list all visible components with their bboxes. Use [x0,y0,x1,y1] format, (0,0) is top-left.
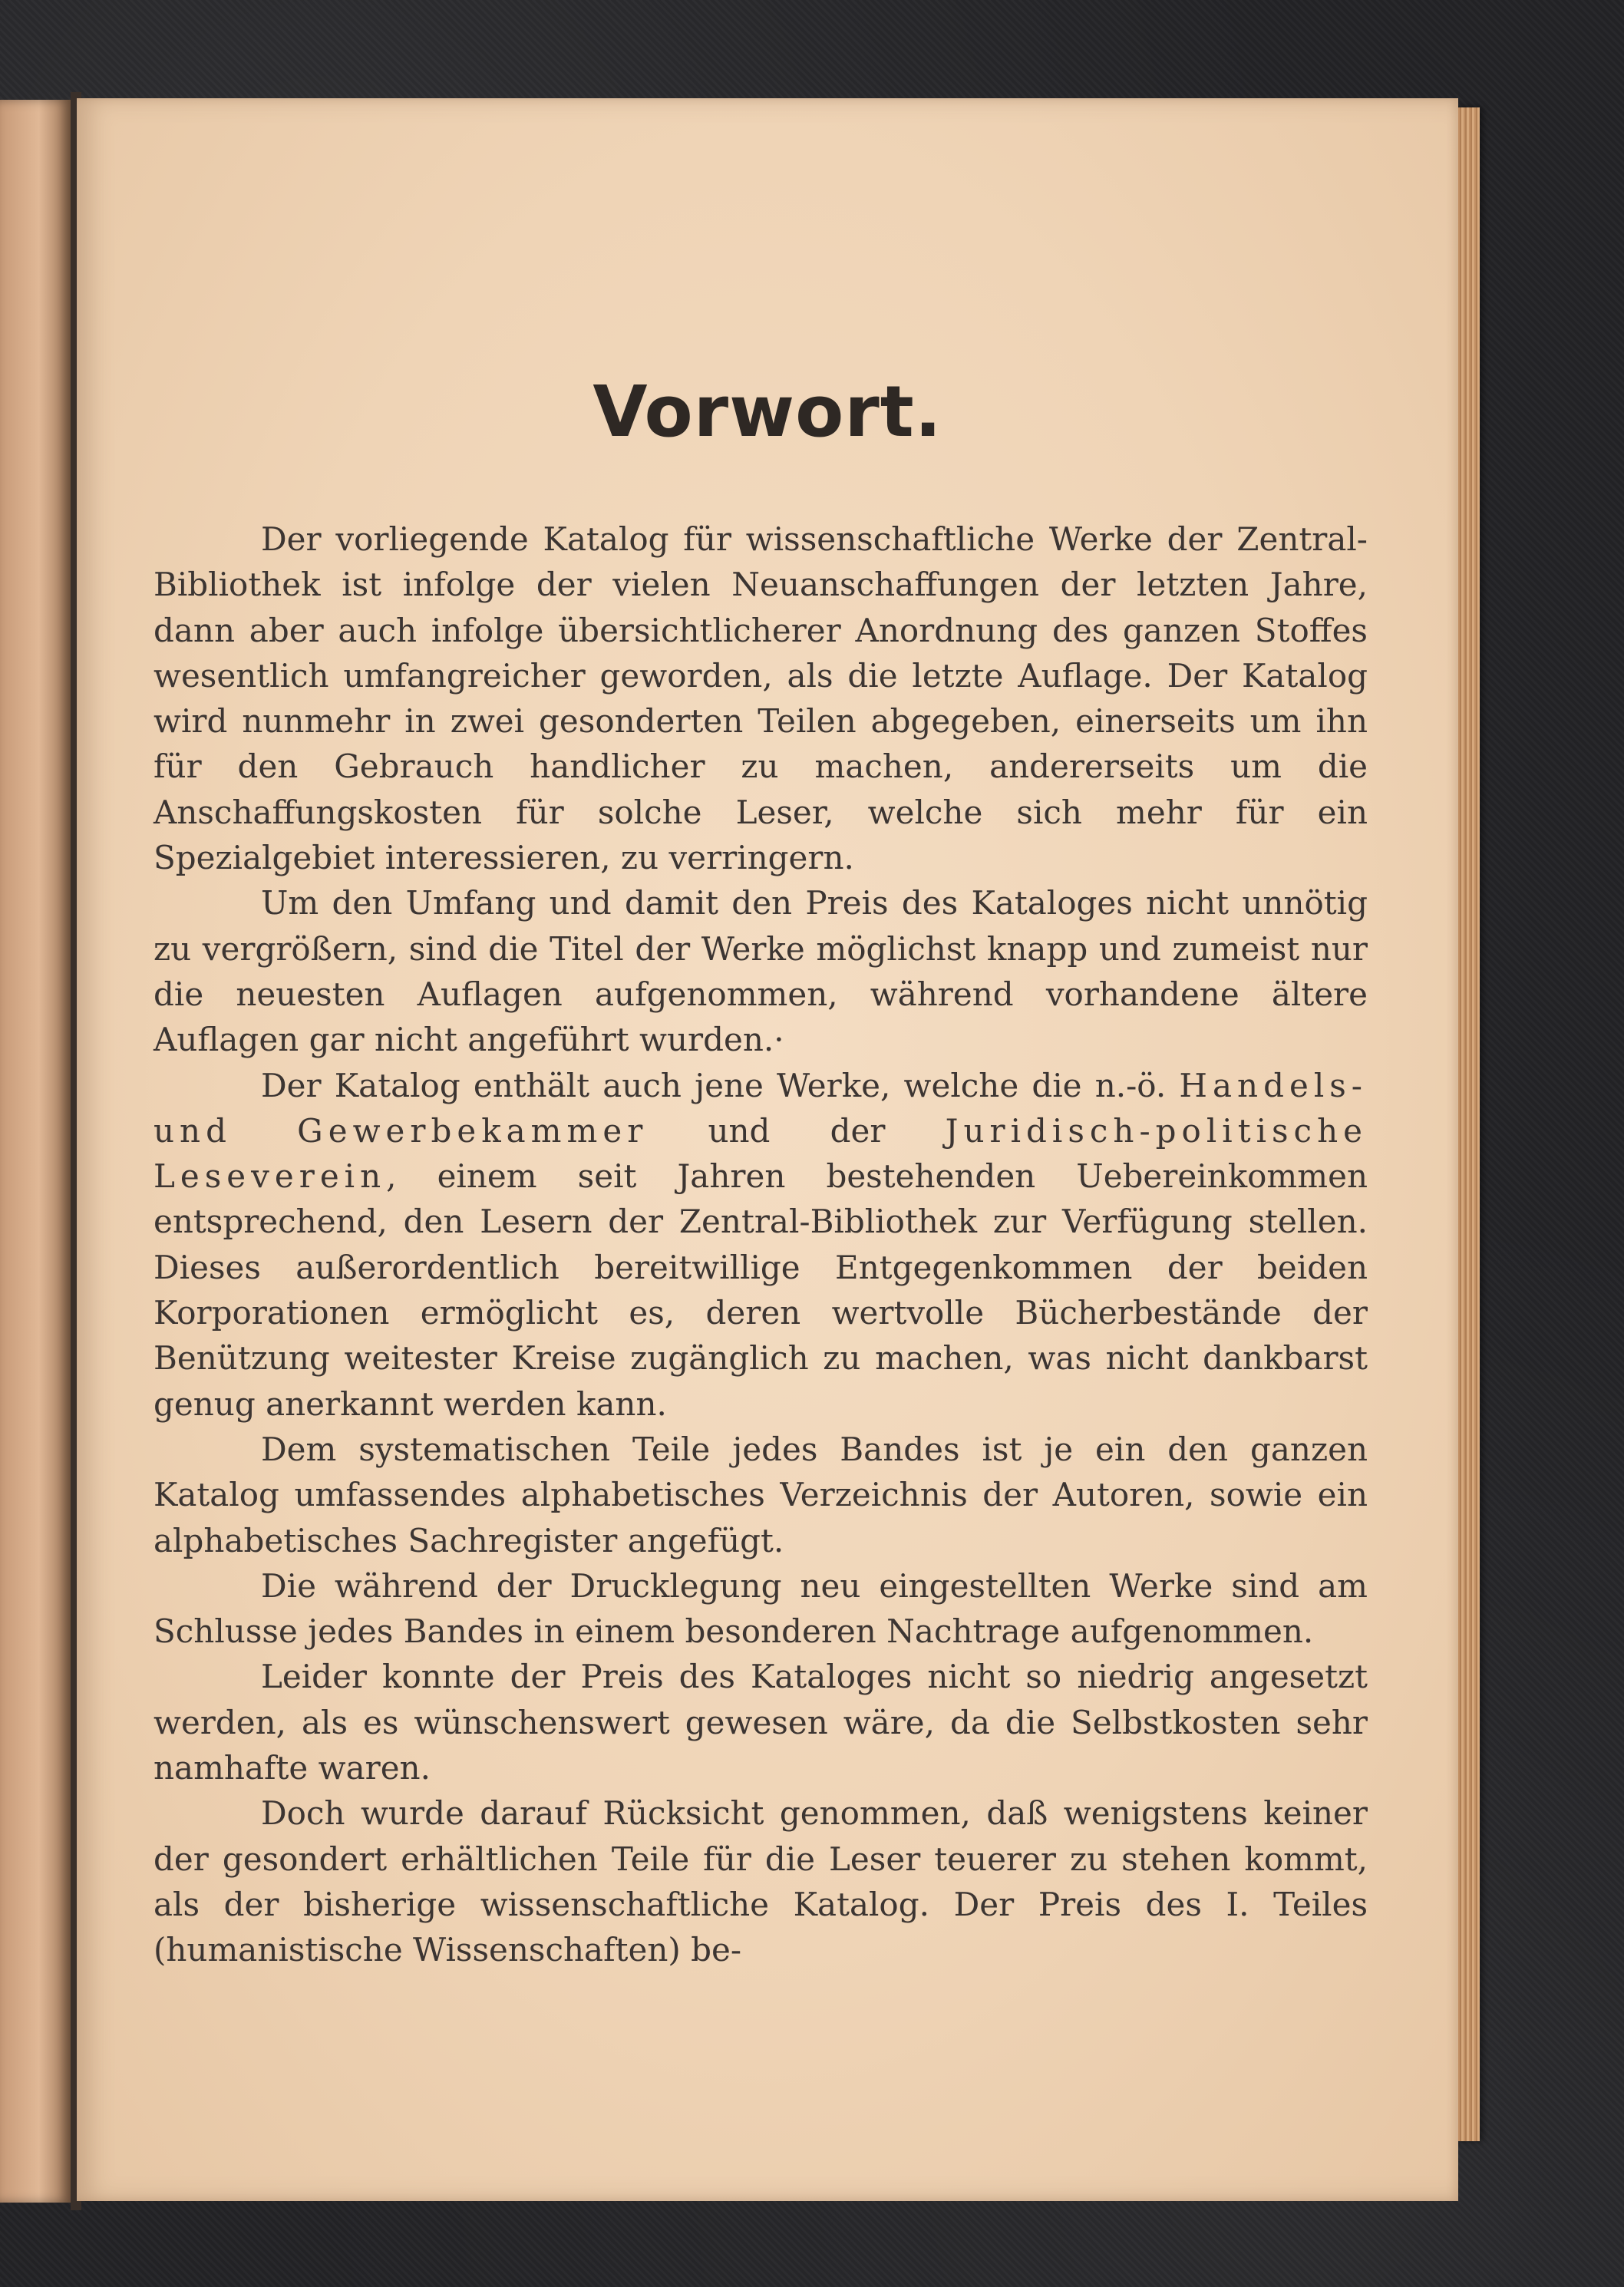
body-text [153,516,1368,1973]
spaced-text: Handels- und Gewerbekammer [153,1066,1368,1150]
paragraph [153,516,1368,880]
text-segment: , einem seit Jahren bestehenden Uebereinkommen entsprechend, den Lesern der Zentral-Bibliothek zur Verfügung stellen. Dieses außerordentlich bereitwillige Entgegenkommen der beiden Korporationen ermöglicht es, deren wertvolle Bücherbestände der Benützung weitester Kreise zugänglich zu machen, was nicht dankbarst genug anerkannt werden kann. [153,1157,1368,1423]
text-segment: Leider konnte der Preis des Kataloges nicht so niedrig angesetzt werden, als es wünschenswert gewesen wäre, da die Selbstkosten sehr namhafte waren. [153,1658,1368,1787]
paragraph [153,1427,1368,1563]
paragraph [153,1790,1368,1972]
page-title: Vorwort. [592,371,942,453]
text-segment: und der [648,1111,946,1150]
paragraph [153,880,1368,1062]
text-segment: Die während der Drucklegung neu eingestellten Werke sind am Schlusse jedes Bandes in einem besonderen Nachtrage aufgenommen. [153,1566,1368,1651]
book-page [77,98,1458,2201]
facing-page-edge [0,100,71,2203]
text-segment: Doch wurde darauf Rücksicht genommen, daß wenigstens keiner der gesondert erhältlichen Teile für die Leser teuerer zu stehen kommt, als der bisherige wissenschaftliche Katalog. Der Preis des I. Teiles (humanistische Wissenschaften) be- [153,1794,1368,1969]
text-segment: Der vorliegende Katalog für wissenschaftliche Werke der Zentral-Bibliothek ist infolge der vielen Neuanschaffungen der letzten Jahre, dann aber auch infolge übersichtlicherer Anordnung des ganzen Stoffes wesentlich umfangreicher geworden, als die letzte Auflage. Der Katalog wird nunmehr in zwei gesonderten Teilen abgegeben, einerseits um ihn für den Gebrauch handlicher zu machen, andererseits um die Anschaffungskosten für solche Leser, welche sich mehr für ein Spezialgebiet interessieren, zu verringern. [153,520,1368,877]
text-segment: Dem systematischen Teile jedes Bandes ist je ein den ganzen Katalog umfassendes alphabetisches Verzeichnis der Autoren, sowie ein alphabetisches Sachregister angefügt. [153,1430,1368,1559]
spaced-text: Juridisch-politische Leseverein [153,1111,1368,1196]
paragraph [153,1563,1368,1655]
text-segment: Der Katalog enthält auch jene Werke, welche die n.-ö. [261,1066,1180,1104]
paragraph [153,1063,1368,1427]
paragraph [153,1654,1368,1790]
text-segment: Um den Umfang und damit den Preis des Kataloges nicht unnötig zu vergrößern, sind die Titel der Werke möglichst knapp und zumeist nur die neuesten Auflagen aufgenommen, während vorhandene ältere Auflagen gar nicht angeführt wurden.· [153,884,1368,1059]
